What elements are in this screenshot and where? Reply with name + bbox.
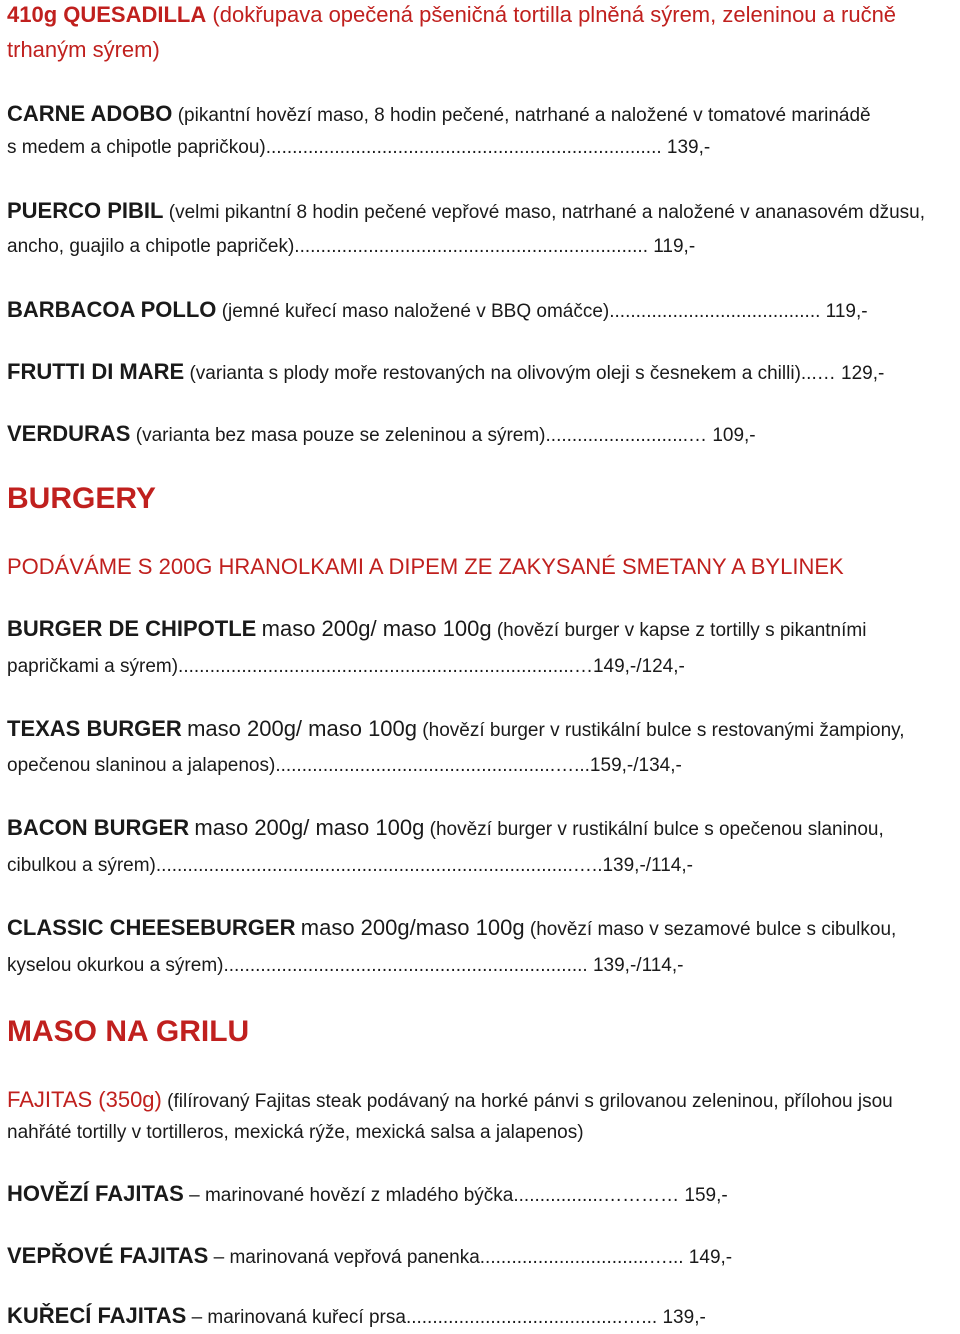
item-name: KUŘECÍ FAJITAS	[7, 1303, 187, 1328]
item-name: VERDURAS	[7, 421, 131, 446]
item-desc: – marinovaná vepřová panenka................................…... 149,-	[213, 1247, 733, 1268]
section-heading-burgery: BURGERY	[7, 482, 156, 515]
item-desc: (jemné kuřecí maso naložené v BBQ omáčce)........................................ 119,-	[221, 301, 868, 322]
item-desc: (hovězí maso v sezamové bulce s cibulkou,	[529, 919, 897, 940]
item-desc-line-2: opečenou slaninou a jalapenos).....................................................…...159,-/134,-	[7, 755, 682, 776]
menu-item-bacon-burger	[7, 815, 884, 841]
item-name: TEXAS BURGER	[7, 716, 182, 741]
menu-item-verduras	[7, 421, 756, 447]
fajitas-intro	[7, 1087, 893, 1113]
quesadilla-desc: (dokřupava opečená pšeničná tortilla plněná sýrem, zeleninou a ručně	[212, 2, 897, 27]
fajitas-title: FAJITAS (350g)	[7, 1087, 162, 1112]
item-weight: maso 200g/ maso 100g	[187, 716, 418, 741]
menu-item-barbacoa-pollo	[7, 297, 868, 323]
item-desc: (velmi pikantní 8 hodin pečené vepřové maso, natrhané a naložené v ananasovém džusu,	[168, 202, 926, 223]
item-desc: (hovězí burger v kapse z tortilly s pikantními	[496, 620, 867, 641]
item-name: BACON BURGER	[7, 815, 190, 840]
item-desc: (varianta bez masa pouze se zeleninou a sýrem)...........................… 109,-	[135, 425, 756, 446]
item-desc: – marinovaná kuřecí prsa.........................................…... 139,-	[191, 1307, 706, 1328]
item-desc: (hovězí burger v rustikální bulce s opečenou slaninou,	[429, 819, 884, 840]
quesadilla-title: 410g QUESADILLA	[7, 2, 207, 27]
item-name: HOVĚZÍ FAJITAS	[7, 1181, 184, 1206]
item-desc: (hovězí burger v rustikální bulce s restovanými žampiony,	[422, 720, 905, 741]
item-name: PUERCO PIBIL	[7, 198, 164, 223]
quesadilla-title-line	[7, 2, 896, 28]
menu-item-veprove-fajitas	[7, 1243, 732, 1269]
fajitas-desc-line-2: nahřáté tortilly v tortilleros, mexická rýže, mexická salsa a jalapenos)	[7, 1122, 584, 1143]
item-desc: (varianta s plody moře restovaných na olivovým oleji s česnekem a chilli)...… 129,-	[189, 363, 885, 384]
item-name: BARBACOA POLLO	[7, 297, 217, 322]
item-desc-line-2: kyselou okurkou a sýrem)..................................................................... 139,-/114,-	[7, 955, 684, 976]
menu-item-puerco-pibil	[7, 198, 925, 224]
item-weight: maso 200g/ maso 100g	[194, 815, 425, 840]
item-desc: – marinované hovězí z mladého býčka.................………… 159,-	[189, 1185, 728, 1206]
item-desc: (pikantní hovězí maso, 8 hodin pečené, natrhané a naložené v tomatové marinádě	[177, 105, 871, 126]
item-desc-line-2: s medem a chipotle papričkou)........................................................................... 139,-	[7, 137, 711, 158]
menu-item-classic-cheeseburger	[7, 915, 896, 941]
item-name: VEPŘOVÉ FAJITAS	[7, 1243, 209, 1268]
item-desc-line-2: cibulkou a sýrem)...............................................................................…..139,-/114,-	[7, 855, 693, 876]
section-heading-maso-na-grilu: MASO NA GRILU	[7, 1015, 250, 1048]
menu-item-kureci-fajitas	[7, 1303, 706, 1329]
fajitas-desc: (filírovaný Fajitas steak podávaný na horké pánvi s grilovanou zeleninou, přílohou jsou	[167, 1091, 893, 1112]
item-name: FRUTTI DI MARE	[7, 359, 185, 384]
menu-item-hovezi-fajitas	[7, 1181, 728, 1207]
item-desc-line-2: ancho, guajilo a chipotle papriček)................................................................... 119,-	[7, 236, 696, 257]
menu-item-texas-burger	[7, 716, 905, 742]
item-name: BURGER DE CHIPOTLE	[7, 616, 257, 641]
item-weight: maso 200g/maso 100g	[300, 915, 525, 940]
item-name: CARNE ADOBO	[7, 101, 173, 126]
quesadilla-desc-2: trhaným sýrem)	[7, 37, 160, 62]
item-name: CLASSIC CHEESEBURGER	[7, 915, 296, 940]
menu-item-frutti-di-mare	[7, 359, 884, 385]
burgery-subheading: PODÁVÁME S 200G HRANOLKAMI A DIPEM ZE ZAKYSANÉ SMETANY A BYLINEK	[7, 554, 844, 579]
item-desc-line-2: papričkami a sýrem)...........................................................................…149,-/124,-	[7, 656, 685, 677]
menu-item-burger-de-chipotle	[7, 616, 866, 642]
menu-item-carne-adobo	[7, 101, 871, 127]
item-weight: maso 200g/ maso 100g	[261, 616, 492, 641]
